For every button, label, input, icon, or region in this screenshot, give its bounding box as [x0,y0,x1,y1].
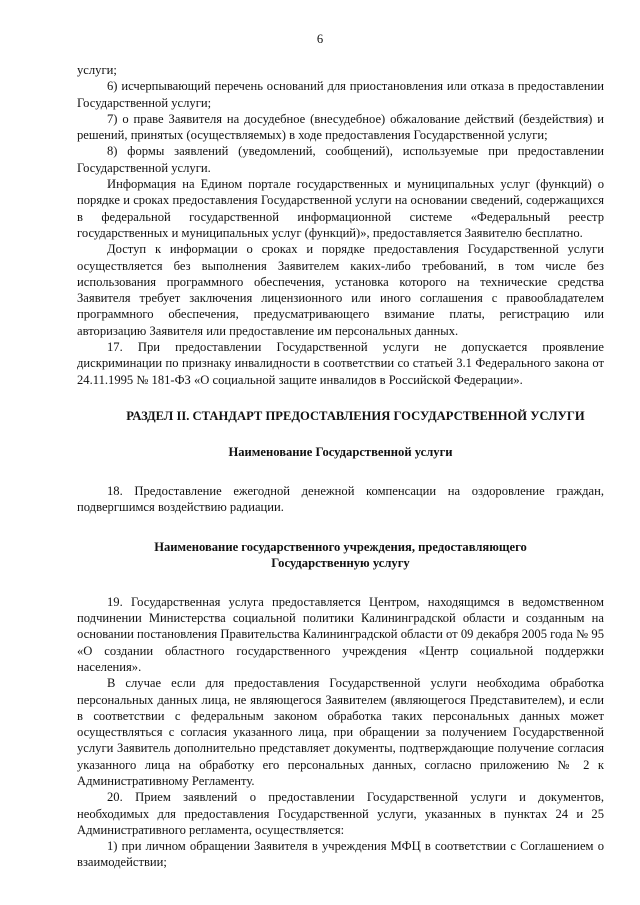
paragraph: 17. При предоставлении Государственной услуги не допускается проявление дискриминации по признаку инвалидности в соответствии со статьей 3.1 Федерального закона от 24.11.1995 № 181-ФЗ «О социальной защите инвалидов в Российской Федерации». [77,340,604,387]
paragraph: 19. Государственная услуга предоставляется Центром, находящимся в ведомственном подчинении Министерства социальной политики Калининградской области и созданным на основании постановления Правительства Калининградской области от 09 декабря 2005 года № 95 «О создании областного государственного учреждения «Центр социальной поддержки населения». [77,594,604,674]
paragraph: 20. Прием заявлений о предоставлении Государственной услуги и документов, необходимых для предоставления Государственной услуги, указанных в пунктах 24 и 25 Административного регламента, осуществляется: [77,790,604,837]
paragraph: Информация на Едином портале государственных и муниципальных услуг (функций) о порядке и сроках предоставления Государственной услуги на основании сведений, содержащихся в федеральной государственной информационной системе «Федеральный реестр государственных и муниципальных услуг (функций)», предоставляется Заявителю бесплатно. [77,177,604,240]
page-number: 6 [316,32,324,46]
paragraph: 7) о праве Заявителя на досудебное (внесудебное) обжалование действий (бездействия) и решений, принятых (осуществляемых) в ходе предоставления Государственной услуги; [77,111,604,143]
section-heading: РАЗДЕЛ II. СТАНДАРТ ПРЕДОСТАВЛЕНИЯ ГОСУДАРСТВЕННОЙ УСЛУГИ [126,408,585,423]
paragraph: В случае если для предоставления Государственной услуги необходима обработка персональных данных лица, не являющегося Заявителем (являющегося Представителем), и если в соответствии с федеральным законом обработка таких персональных данных может осуществляться с согласия указанного лица, при обращении за получением Государственной услуги Заявитель дополнительно представляет документы, подтверждающие получение согласия указанного лица на обработку его персональных данных, согласно приложению № 2 к Административному Регламенту. [77,676,604,788]
paragraph: 6) исчерпывающий перечень оснований для приостановления или отказа в предоставлении Государственной услуги; [77,79,604,110]
subheading-institution-line2: Государственную услугу [271,556,410,571]
document-body [77,62,604,871]
paragraph: 8) формы заявлений (уведомлений, сообщений), используемые при предоставлении Государственной услуги. [77,144,604,175]
paragraph: Доступ к информации о сроках и порядке предоставления Государственной услуги осуществляется без выполнения Заявителем каких-либо требований, в том числе без использования программного обеспечения, установка которого на технические средства Заявителя требует заключения лицензионного или иного соглашения с правообладателем программного обеспечения, предусматривающего взимание платы, регистрацию или авторизацию Заявителя или предоставление им персональных данных. [77,242,604,338]
subheading-institution [77,539,604,572]
subheading-service-name: Наименование Государственной услуги [228,445,453,460]
paragraph-18: 18. Предоставление ежегодной денежной компенсации на оздоровление граждан, подвергшимся воздействию радиации. [77,483,604,514]
paragraph: 1) при личном обращении Заявителя в учреждения МФЦ в соответствии с Соглашением о взаимодействии; [77,839,604,870]
subheading-institution-line1: Наименование государственного учреждения, предоставляющего [154,540,527,555]
paragraph: услуги; [77,63,117,77]
